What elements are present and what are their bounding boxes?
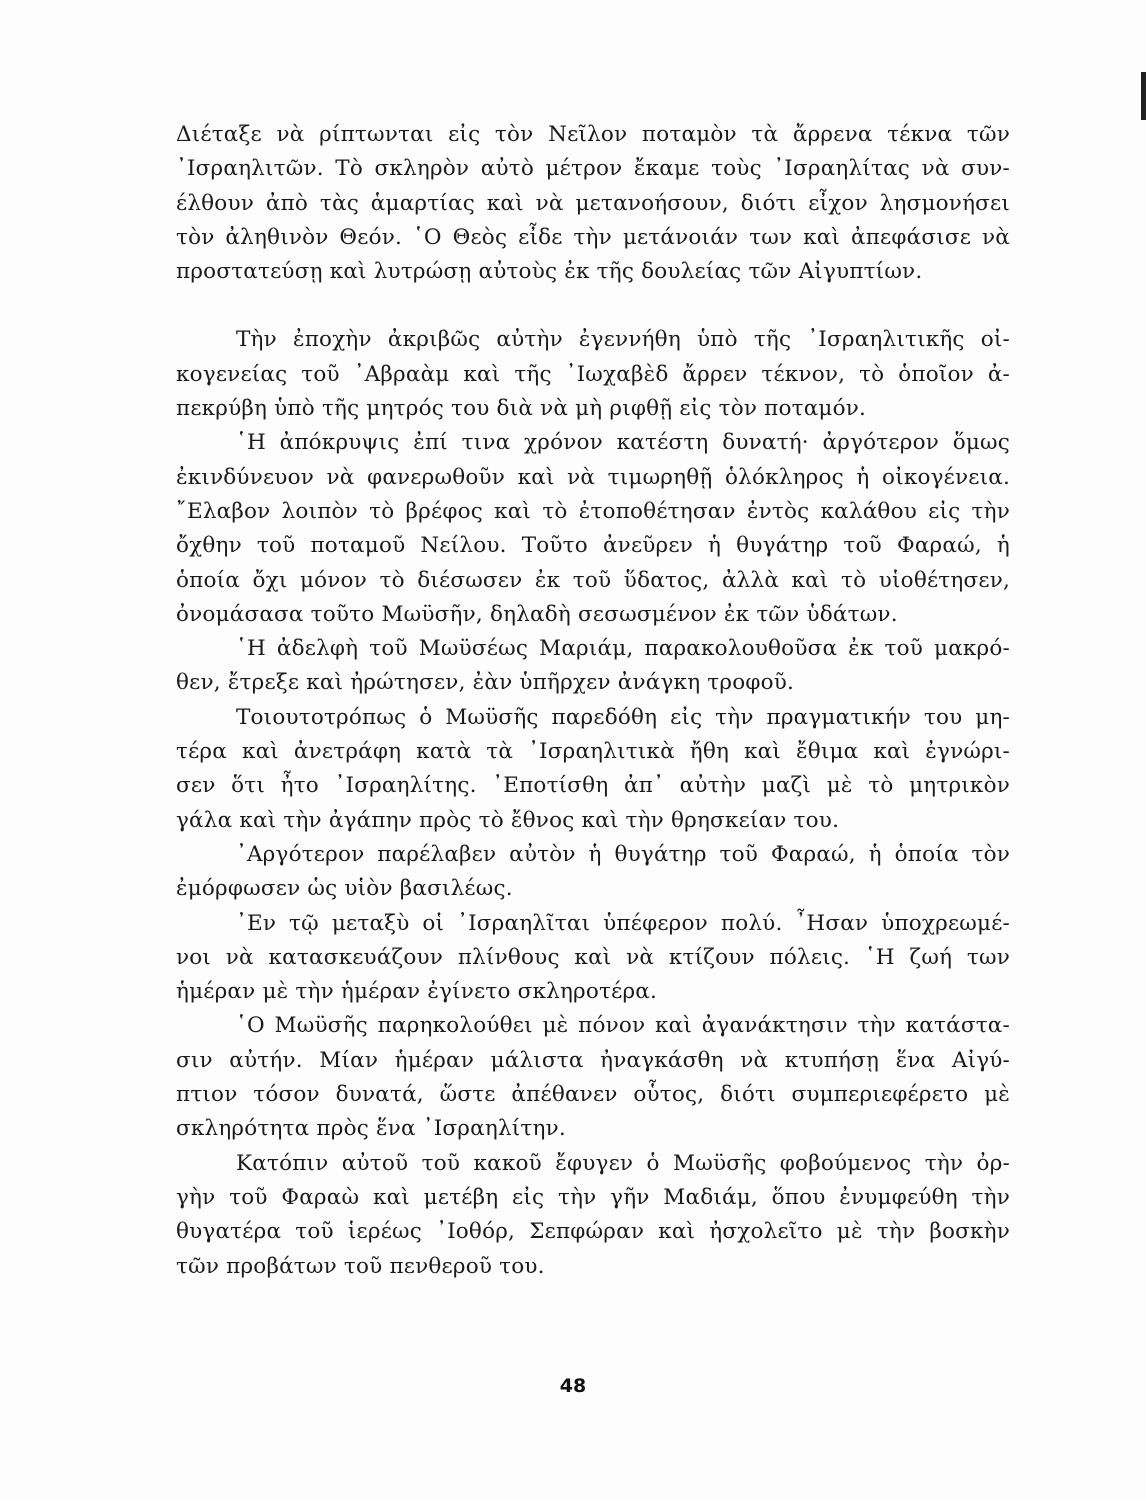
body-text [176, 118, 1010, 1284]
text-line: σιν αὐτήν. Μίαν ἡμέραν μάλιστα ἠναγκάσθη νὰ κτυπήσῃ ἕνα Αἰγύ- [176, 1047, 1010, 1073]
text-line: ὁποία ὄχι μόνον τὸ διέσωσεν ἐκ τοῦ ὕδατος, ἀλλὰ καὶ τὸ υἱοθέτησεν, [176, 567, 1010, 593]
text-line: έλθουν ἀπὸ τὰς ἁμαρτίας καὶ νὰ μετανοήσουν, διότι εἶχον λησμονήσει [176, 190, 1010, 216]
text-line: τὸν ἀληθινὸν Θεόν. ῾Ο Θεὸς εἶδε τὴν μετάνοιάν των καὶ ἀπεφάσισε νὰ [176, 224, 1010, 250]
text-line: ὄχθην τοῦ ποταμοῦ Νείλου. Τοῦτο ἀνεῦρεν ἡ θυγάτηρ τοῦ Φαραώ, ἡ [176, 533, 1010, 559]
text-line: ῾Η ἀδελφὴ τοῦ Μωϋσέως Μαριάμ, παρακολουθοῦσα ἐκ τοῦ μακρό- [236, 636, 1010, 662]
scan-edge-mark [1141, 72, 1146, 120]
text-line: νοι νὰ κατασκευάζουν πλίνθους καὶ νὰ κτίζουν πόλεις. ῾Η ζωή των [176, 944, 1010, 970]
text-line: Τὴν ἐποχὴν ἀκριβῶς αὐτὴν ἐγεννήθη ὑπὸ τῆς ᾿Ισραηλιτικῆς οἰ- [236, 327, 1010, 353]
text-line: πεκρύβη ὑπὸ τῆς μητρός του διὰ νὰ μὴ ριφθῇ εἰς τὸν ποταμόν. [176, 396, 867, 422]
paragraph-gap [176, 289, 1010, 323]
text-line: Διέταξε νὰ ρίπτωνται εἰς τὸν Νεῖλον ποταμὸν τὰ ἄρρενα τέκνα τῶν [176, 122, 1010, 147]
page-number: 48 [559, 1375, 587, 1397]
text-line: κογενείας τοῦ ᾿Αβραὰμ καὶ τῆς ᾿Ιωχαβὲδ ἄρρεν τέκνον, τὸ ὁποῖον ἀ- [176, 361, 1010, 387]
text-line: ἐκινδύνευον νὰ φανερωθοῦν καὶ νὰ τιμωρηθῇ ὁλόκληρος ἡ οἰκογένεια. [176, 464, 1010, 490]
paragraph [176, 838, 1010, 907]
text-line: Κατόπιν αὐτοῦ τοῦ κακοῦ ἔφυγεν ὁ Μωϋσῆς φοβούμενος τὴν ὀρ- [236, 1150, 1010, 1176]
text-line: ᾿Εν τῷ μεταξὺ οἱ ᾿Ισραηλῖται ὑπέφερον πολύ. ῏Ησαν ὑποχρεωμέ- [236, 910, 1010, 936]
text-line: ῾Η ἀπόκρυψις ἐπί τινα χρόνον κατέστη δυνατή· ἀργότερον ὅμως [236, 430, 1010, 456]
paragraph [176, 701, 1010, 838]
text-line: γὴν τοῦ Φαραὼ καὶ μετέβη εἰς τὴν γῆν Μαδιάμ, ὅπου ἐνυμφεύθη τὴν [176, 1184, 1010, 1210]
text-line: ᾿Αργότερον παρέλαβεν αὐτὸν ἡ θυγάτηρ τοῦ Φαραώ, ἡ ὁποία τὸν [236, 841, 1010, 867]
paragraph [176, 1009, 1010, 1146]
text-line: Τοιουτοτρόπως ὁ Μωϋσῆς παρεδόθη εἰς τὴν πραγματικήν του μη- [236, 704, 1010, 730]
text-line: προστατεύσῃ καὶ λυτρώσῃ αὐτοὺς ἐκ τῆς δουλείας τῶν Αἰγυπτίων. [176, 259, 923, 285]
text-line: θυγατέρα τοῦ ἱερέως ᾿Ιοθόρ, Σεπφώραν καὶ ἠσχολεῖτο μὲ τὴν βοσκὴν [176, 1219, 1010, 1245]
paragraph [176, 426, 1010, 632]
text-line: θεν, ἔτρεξε καὶ ἠρώτησεν, ἐὰν ὑπῆρχεν ἀνάγκη τροφοῦ. [176, 670, 795, 696]
text-line: ᾿Ισραηλιτῶν. Τὸ σκληρὸν αὐτὸ μέτρον ἔκαμε τοὺς ᾿Ισραηλίτας νὰ συν- [176, 156, 1010, 182]
text-line: ῎Ελαβον λοιπὸν τὸ βρέφος καὶ τὸ ἐτοποθέτησαν ἐντὸς καλάθου εἰς τὴν [176, 498, 1010, 524]
text-line: σεν ὅτι ἦτο ᾿Ισραηλίτης. ᾿Εποτίσθη ἀπ᾿ αὐτὴν μαζὶ μὲ τὸ μητρικὸν [176, 773, 1010, 799]
text-line: ἡμέραν μὲ τὴν ἡμέραν ἐγίνετο σκληροτέρα. [176, 979, 658, 1005]
paragraph [176, 632, 1010, 701]
text-line: ῾Ο Μωϋσῆς παρηκολούθει μὲ πόνον καὶ ἀγανάκτησιν τὴν κατάστα- [236, 1013, 1010, 1039]
text-line: τῶν προβάτων τοῦ πενθεροῦ του. [176, 1253, 545, 1279]
text-line: ἐμόρφωσεν ὡς υἱὸν βασιλέως. [176, 876, 513, 902]
paragraph [176, 1147, 1010, 1284]
text-line: πτιον τόσον δυνατά, ὥστε ἀπέθανεν οὗτος, διότι συμπεριεφέρετο μὲ [176, 1082, 1010, 1108]
paragraph [176, 118, 1010, 289]
text-line: γάλα καὶ τὴν ἀγάπην πρὸς τὸ ἔθνος καὶ τὴν θρησκείαν του. [176, 807, 840, 833]
paragraph [176, 323, 1010, 426]
text-line: ὀνομάσασα τοῦτο Μωϋσῆν, δηλαδὴ σεσωσμένον ἐκ τῶν ὑδάτων. [176, 601, 898, 627]
paragraph [176, 907, 1010, 1010]
text-line: τέρα καὶ ἀνετράφη κατὰ τὰ ᾿Ισραηλιτικὰ ἤθη καὶ ἔθιμα καὶ ἐγνώρι- [176, 739, 1010, 765]
text-line: σκληρότητα πρὸς ἕνα ᾿Ισραηλίτην. [176, 1116, 566, 1142]
